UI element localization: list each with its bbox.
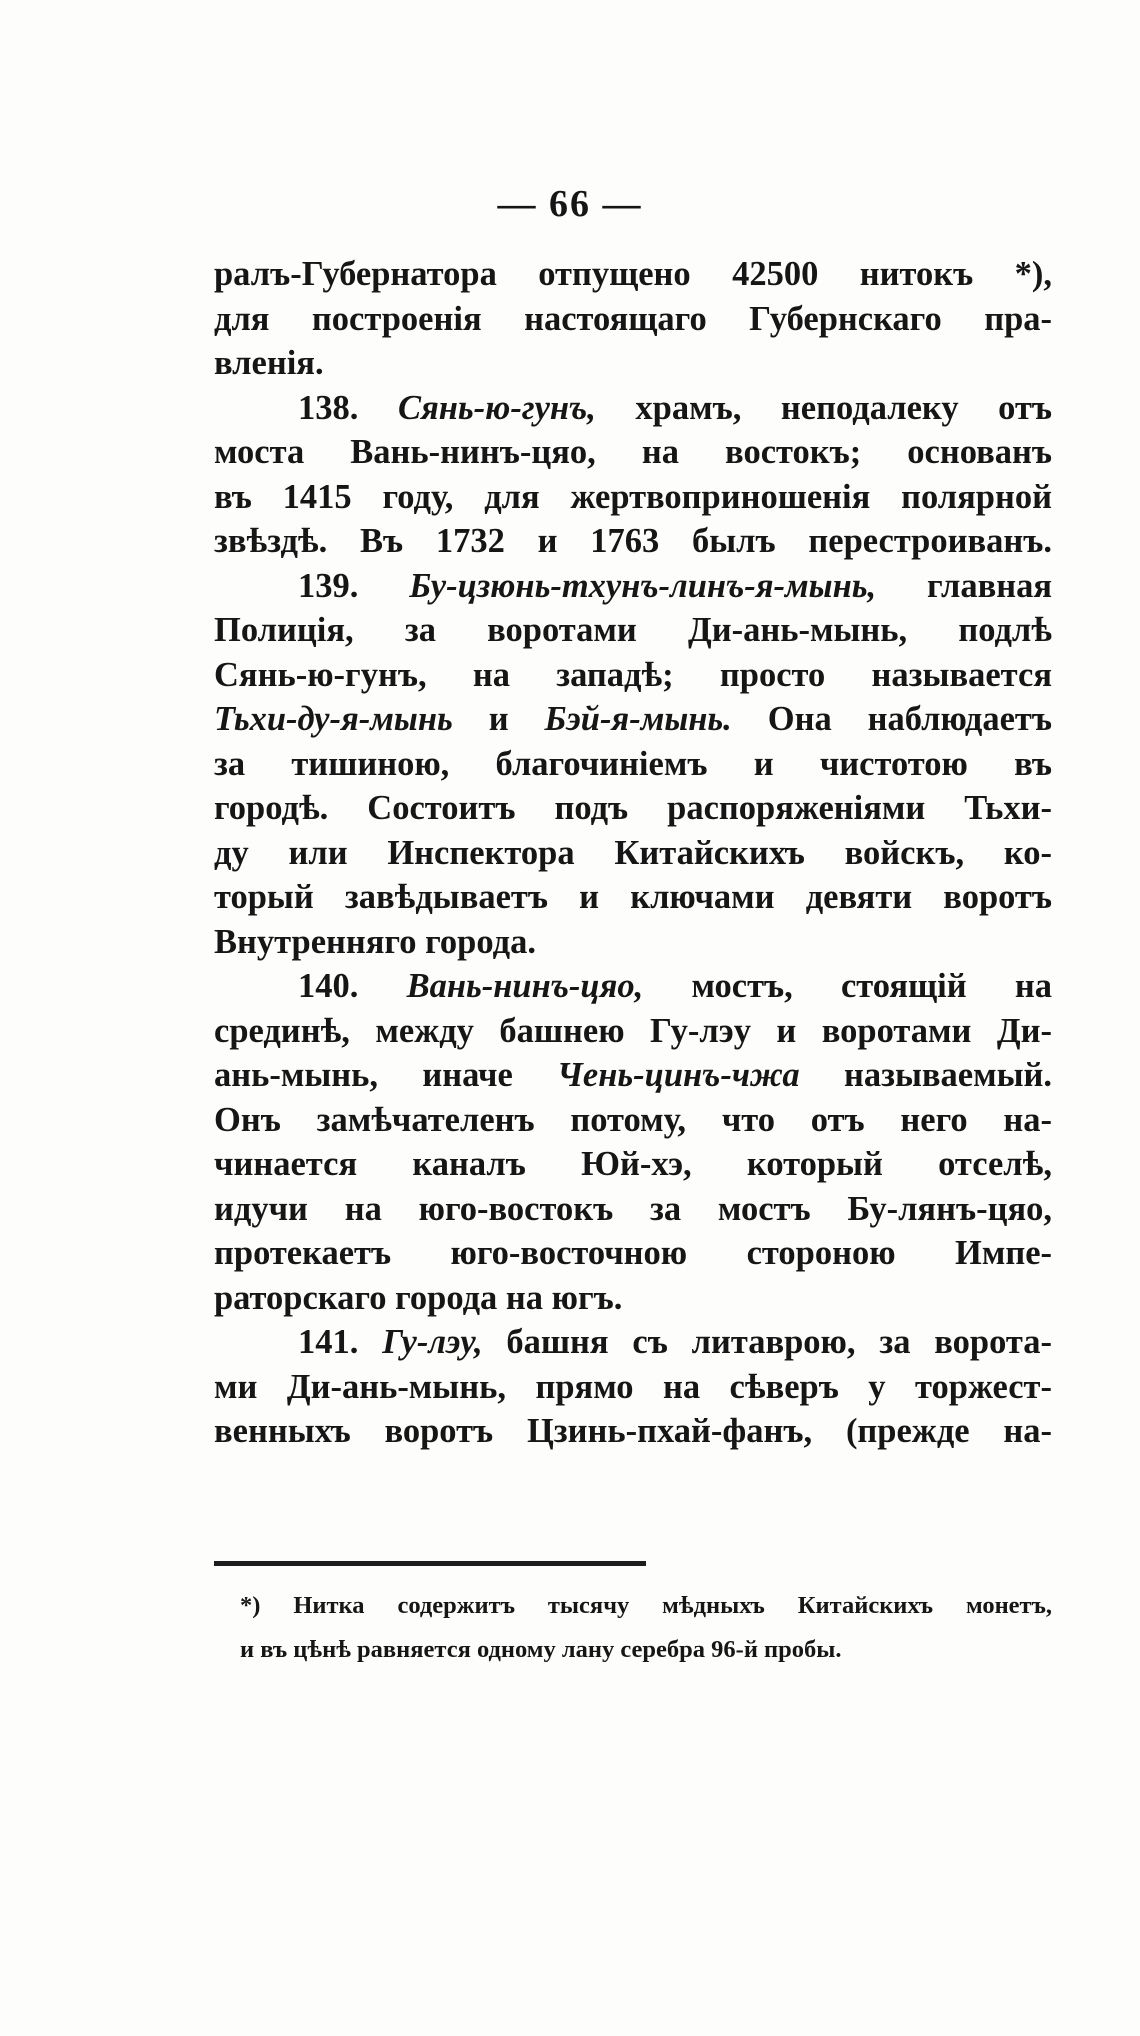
entry-number: 141.: [298, 1323, 359, 1361]
paragraph-continuation: [214, 252, 1052, 386]
entry-heading-line: [214, 964, 1052, 1009]
text-line: Сянь-ю-гунъ, на западѣ; просто называется: [214, 655, 1052, 694]
text-line: Полиція, за воротами Ди-ань-мынь, подлѣ: [214, 611, 1052, 649]
text-line: ралъ-Губернатора отпущено 42500 нитокъ *),: [214, 255, 1052, 293]
text-line: протекаетъ юго-восточною стороною Импе-: [214, 1234, 1052, 1272]
text-line-mixed: [214, 1053, 1052, 1098]
entry-138: [214, 386, 1052, 564]
text-line: Онъ замѣчателенъ потому, что отъ него на-: [214, 1100, 1052, 1139]
text-line: раторскаго города на югъ.: [214, 1278, 623, 1317]
page-number: — 66 —: [497, 183, 643, 225]
text-line: городѣ. Состоитъ подъ распоряженіями Тьхи-: [214, 789, 1052, 827]
entry-140: [214, 964, 1052, 1320]
text-line: венныхъ воротъ Цзинь-пхай-фанъ, (прежде на-: [214, 1412, 1052, 1450]
text-line: моста Вань-нинъ-цяо, на востокъ; основанъ: [214, 433, 1052, 471]
entry-139: [214, 564, 1052, 965]
text-line: идучи на юго-востокъ за мостъ Бу-лянъ-цяо,: [214, 1189, 1052, 1228]
text-line: ми Ди-ань-мынь, прямо на сѣверъ у торжест-: [214, 1367, 1052, 1406]
main-text: [214, 252, 1052, 1454]
entry-heading-line: [214, 564, 1052, 609]
text-line: за тишиною, благочиніемъ и чистотою въ: [214, 744, 1052, 783]
footnote-line: и въ цѣнѣ равняется одному лану серебра 96-й пробы.: [240, 1636, 842, 1663]
text-line: звѣздѣ. Въ 1732 и 1763 былъ перестроиванъ.: [214, 522, 1052, 560]
italic-term: Чень-цинъ-чжа: [557, 1056, 800, 1094]
footnote: [240, 1584, 1052, 1672]
text-line: Внутренняго города.: [214, 922, 536, 961]
text-line: вленія.: [214, 344, 324, 382]
text-fragment: мостъ, стоящій на: [643, 967, 1052, 1005]
text-fragment: храмъ, неподалеку отъ: [595, 388, 1053, 427]
footnote-divider: [214, 1561, 646, 1566]
entry-title: Вань-нинъ-цяо,: [406, 967, 644, 1005]
text-line: ду или Инспектора Китайскихъ войскъ, ко-: [214, 833, 1052, 872]
entry-heading-line: [214, 1320, 1052, 1365]
footnote-line: *) Нитка содержитъ тысячу мѣдныхъ Китайскихъ монетъ,: [240, 1592, 1052, 1619]
entry-title: Сянь-ю-гунъ,: [397, 388, 596, 427]
text-fragment: Она наблюдаетъ: [731, 700, 1052, 738]
text-line: для построенія настоящаго Губернскаго пра-: [214, 299, 1052, 338]
entry-number: 140.: [298, 967, 359, 1005]
entry-title: Бу-цзюнь-тхунъ-линъ-я-мынь,: [409, 566, 877, 605]
text-fragment: и: [452, 700, 545, 738]
text-line: чинается каналъ Юй-хэ, который отселѣ,: [214, 1145, 1052, 1183]
entry-number: 138.: [298, 388, 359, 427]
text-fragment: башня съ литаврою, за ворота-: [482, 1323, 1052, 1361]
text-line: срединѣ, между башнею Гу-лэу и воротами Ди-: [214, 1011, 1052, 1050]
italic-term: Тьхи-ду-я-мынь: [214, 700, 453, 738]
entry-number: 139.: [298, 566, 359, 605]
entry-title: Гу-лэу,: [382, 1323, 483, 1361]
entry-heading-line: [214, 386, 1052, 431]
entry-141: [214, 1320, 1052, 1454]
text-fragment: ань-мынь, иначе: [214, 1056, 558, 1094]
text-line: торый завѣдываетъ и ключами девяти воротъ: [214, 878, 1052, 916]
text-line-mixed: [214, 697, 1052, 742]
text-fragment: называемый.: [799, 1056, 1053, 1094]
text-line: въ 1415 году, для жертвоприношенія полярной: [214, 477, 1052, 516]
italic-term: Бэй-я-мынь.: [544, 700, 732, 738]
text-fragment: главная: [876, 566, 1052, 605]
